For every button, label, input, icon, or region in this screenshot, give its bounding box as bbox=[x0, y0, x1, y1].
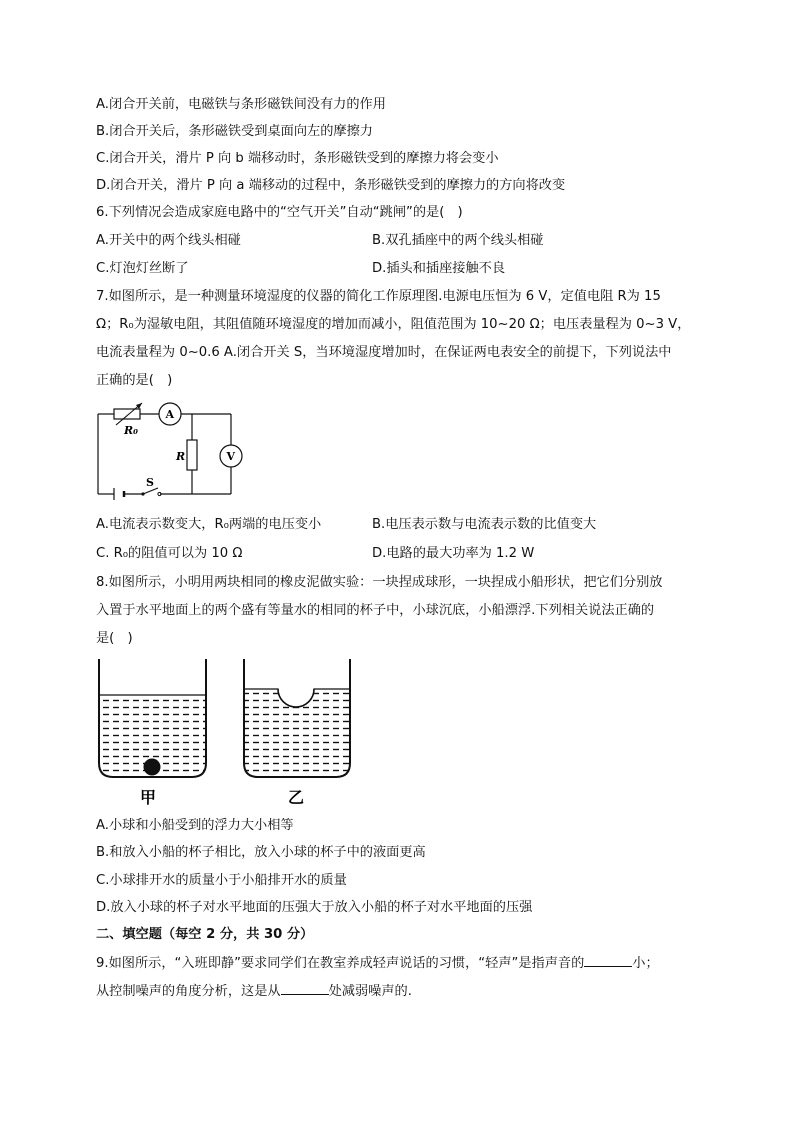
label-jia: 甲 bbox=[140, 788, 157, 807]
q7-stem-line1: 7.如图所示，是一种测量环境湿度的仪器的简化工作原理图.电源电压恒为 6 V，定值电阻 R为 15 bbox=[96, 289, 661, 304]
q7-option-b: B.电压表示数与电流表示数的比值变大 bbox=[372, 517, 597, 532]
q8-stem-line1: 8.如图所示，小明用两块相同的橡皮泥做实验：一块捏成球形，一块捏成小船形状，把它们分别放 bbox=[96, 575, 663, 590]
q6-stem: 6.下列情况会造成家庭电路中的“空气开关”自动“跳闸”的是( ) bbox=[96, 205, 463, 220]
q8-cups-diagram bbox=[92, 655, 362, 810]
q9-line1-tail: 小； bbox=[632, 956, 659, 971]
q8-option-c: C.小球排开水的质量小于小船排开水的质量 bbox=[96, 873, 347, 888]
cup-yi bbox=[244, 659, 350, 777]
q9-line2-tail: 处减弱噪声的. bbox=[328, 984, 412, 999]
answer-blank-2[interactable] bbox=[281, 982, 329, 995]
label-yi: 乙 bbox=[288, 788, 305, 807]
q5-option-d: D.闭合开关，滑片 P 向 a 端移动的过程中，条形磁铁受到的摩擦力的方向将改变 bbox=[96, 178, 566, 193]
q8-option-d: D.放入小球的杯子对水平地面的压强大于放入小船的杯子对水平地面的压强 bbox=[96, 900, 533, 915]
r-resistor bbox=[187, 440, 197, 470]
q9-line1 bbox=[96, 954, 659, 973]
section-heading-fill-in: 二、填空题（每空 2 分，共 30 分） bbox=[96, 927, 314, 942]
q7-option-d: D.电路的最大功率为 1.2 W bbox=[372, 546, 535, 561]
q7-stem-line3: 电流表量程为 0~0.6 A.闭合开关 S，当环境湿度增加时，在保证两电表安全的前提下，下列说法中 bbox=[96, 345, 672, 360]
q8-option-b: B.和放入小船的杯子相比，放入小球的杯子中的液面更高 bbox=[96, 845, 426, 860]
q7-option-a: A.电流表示数变大，R₀两端的电压变小 bbox=[96, 517, 322, 532]
clay-ball-icon bbox=[144, 759, 161, 776]
q8-option-a: A.小球和小船受到的浮力大小相等 bbox=[96, 818, 294, 833]
q5-option-b: B.闭合开关后，条形磁铁受到桌面向左的摩擦力 bbox=[96, 124, 373, 139]
q5-option-a: A.闭合开关前，电磁铁与条形磁铁间没有力的作用 bbox=[96, 97, 386, 112]
q6-option-c: C.灯泡灯丝断了 bbox=[96, 261, 189, 276]
q8-stem-line2: 入置于水平地面上的两个盛有等量水的相同的杯子中，小球沉底，小船漂浮.下列相关说法正确的 bbox=[96, 603, 655, 618]
q8-stem-line3: 是( ) bbox=[96, 631, 133, 646]
q7-stem-line2: Ω；R₀为湿敏电阻，其阻值随环境湿度的增加而减小，阻值范围为 10~20 Ω；电压表量程为 0~3 V， bbox=[96, 317, 691, 332]
q5-option-c: C.闭合开关，滑片 P 向 b 端移动时，条形磁铁受到的摩擦力将会变小 bbox=[96, 151, 499, 166]
q9-line1-text: 9.如图所示，“入班即静”要求同学们在教室养成轻声说话的习惯，“轻声”是指声音的 bbox=[96, 956, 585, 971]
r-label: R bbox=[176, 450, 186, 463]
r0-resistor bbox=[114, 409, 140, 419]
answer-blank-1[interactable] bbox=[584, 954, 632, 967]
voltmeter-label: V bbox=[226, 450, 236, 463]
ammeter-label: A bbox=[165, 408, 175, 421]
q7-stem-line4: 正确的是( ) bbox=[96, 373, 173, 388]
q9-line2 bbox=[96, 982, 412, 1001]
q6-option-a: A.开关中的两个线头相碰 bbox=[96, 233, 241, 248]
q6-option-d: D.插头和插座接触不良 bbox=[372, 261, 506, 276]
q7-option-c: C. R₀的阻值可以为 10 Ω bbox=[96, 546, 243, 561]
q9-line2-text: 从控制噪声的角度分析，这是从 bbox=[96, 984, 281, 999]
q7-circuit-diagram bbox=[94, 400, 254, 504]
switch-label: S bbox=[146, 476, 154, 489]
r0-label: R₀ bbox=[124, 424, 138, 437]
q6-option-b: B.双孔插座中的两个线头相碰 bbox=[372, 233, 544, 248]
cup-jia bbox=[99, 659, 206, 777]
